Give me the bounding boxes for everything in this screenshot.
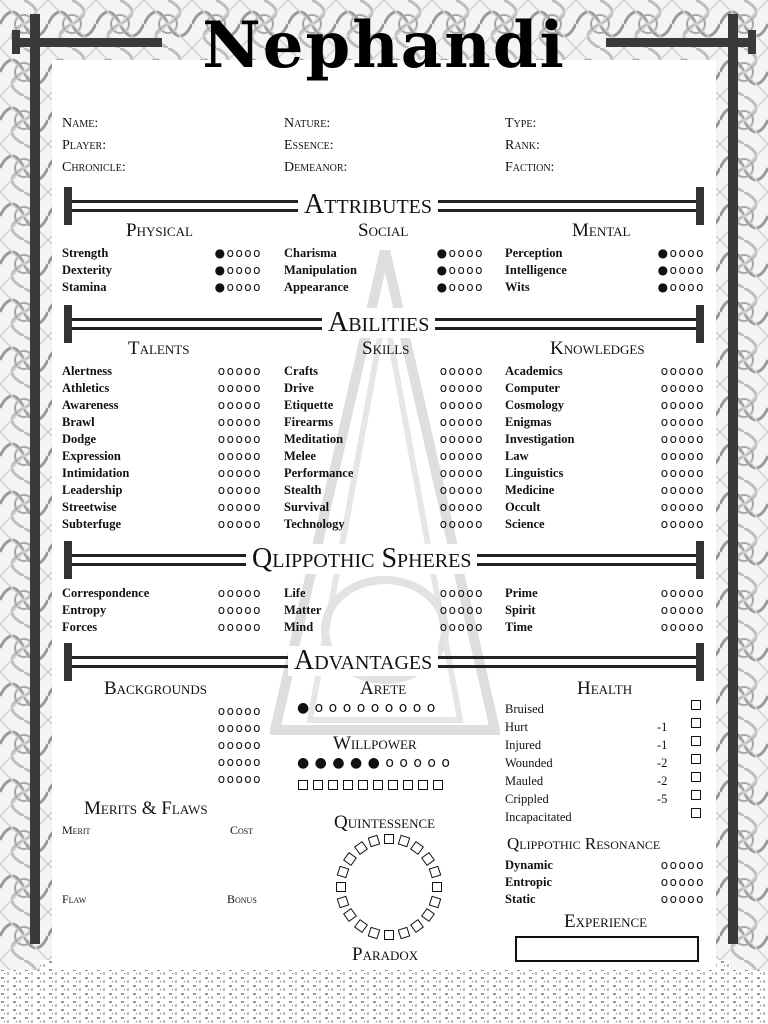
- trait-dots[interactable]: ooooo: [439, 381, 484, 395]
- trait-dots[interactable]: ooooo: [660, 364, 705, 378]
- health-level: [505, 718, 705, 736]
- trait-name: Investigation: [505, 432, 575, 446]
- trait-dots[interactable]: ooooo: [217, 364, 262, 378]
- trait-dots[interactable]: ooooo: [217, 500, 262, 514]
- quintessence-box[interactable]: [421, 852, 435, 866]
- trait-name: Stamina: [62, 280, 107, 294]
- willpower-box[interactable]: [433, 780, 443, 790]
- health-box[interactable]: [691, 754, 701, 764]
- trait-name: Dodge: [62, 432, 97, 446]
- info-column-3: [505, 116, 705, 182]
- spheres-col-2: [284, 585, 484, 636]
- health-box[interactable]: [691, 736, 701, 746]
- quintessence-box[interactable]: [337, 866, 350, 879]
- trait-row: [284, 448, 484, 465]
- trait-dots[interactable]: ooooo: [660, 620, 705, 634]
- trait-name: Perception: [505, 246, 563, 260]
- trait-row: [505, 891, 705, 908]
- trait-dots[interactable]: ooooo: [217, 586, 262, 600]
- merit-label: Merit: [62, 823, 91, 837]
- trait-dots[interactable]: ●oooo: [436, 246, 484, 260]
- trait-dots[interactable]: ooooo: [217, 620, 262, 634]
- trait-row: [505, 279, 705, 296]
- background-dots[interactable]: ooooo: [217, 704, 262, 718]
- trait-dots[interactable]: ooooo: [660, 586, 705, 600]
- trait-dots[interactable]: ooooo: [660, 466, 705, 480]
- quintessence-box[interactable]: [337, 896, 350, 909]
- willpower-dots[interactable]: ● ● ● ● ● o o o o o: [297, 755, 451, 771]
- quintessence-box[interactable]: [343, 908, 357, 922]
- backgrounds-heading: Backgrounds: [104, 678, 207, 699]
- trait-name: Time: [505, 620, 533, 634]
- skills-heading: Skills: [362, 338, 410, 359]
- arete-dots[interactable]: ● o o o o o o o o o: [297, 700, 436, 716]
- type-label: Type:: [505, 116, 537, 131]
- trait-dots[interactable]: ooooo: [439, 483, 484, 497]
- willpower-box[interactable]: [298, 780, 308, 790]
- willpower-box[interactable]: [418, 780, 428, 790]
- trait-row: [284, 499, 484, 516]
- attributes-col-2: [284, 245, 484, 296]
- trait-name: Meditation: [284, 432, 344, 446]
- trait-row: [284, 465, 484, 482]
- quintessence-box[interactable]: [421, 908, 435, 922]
- experience-heading: Experience: [564, 911, 648, 932]
- trait-name: Law: [505, 449, 529, 463]
- attributes-col-1: [62, 245, 262, 296]
- abilities-heading: Abilities: [322, 308, 435, 338]
- trait-row: [62, 414, 262, 431]
- sheet-title: Nephandi: [202, 8, 566, 83]
- trait-name: Static: [505, 892, 536, 906]
- trait-dots[interactable]: ooooo: [660, 875, 705, 889]
- trait-dots[interactable]: ooooo: [217, 432, 262, 446]
- willpower-box[interactable]: [373, 780, 383, 790]
- trait-row: [284, 619, 484, 636]
- mental-heading: Mental: [572, 220, 631, 241]
- player-label: Player:: [62, 138, 107, 153]
- trait-row: [284, 245, 484, 262]
- trait-row: [505, 262, 705, 279]
- trait-dots[interactable]: ●oooo: [657, 263, 705, 277]
- trait-row: [505, 397, 705, 414]
- trait-name: Firearms: [284, 415, 334, 429]
- trait-name: Strength: [62, 246, 109, 260]
- backgrounds-list: [62, 703, 262, 788]
- trait-name: Correspondence: [62, 586, 150, 600]
- attributes-heading: Attributes: [298, 190, 438, 220]
- trait-dots[interactable]: ooooo: [660, 892, 705, 906]
- trait-name: Prime: [505, 586, 538, 600]
- trait-name: Cosmology: [505, 398, 565, 412]
- trait-dots[interactable]: ooooo: [217, 603, 262, 617]
- trait-row: [62, 397, 262, 414]
- faction-label: Faction:: [505, 160, 555, 175]
- trait-name: Academics: [505, 364, 563, 378]
- trait-row: [505, 465, 705, 482]
- resonance-col: [505, 857, 705, 908]
- quintessence-box[interactable]: [354, 919, 368, 933]
- spheres-col-3: [505, 585, 705, 636]
- trait-name: Wits: [505, 280, 530, 294]
- advantages-heading: Advantages: [288, 646, 438, 676]
- trait-name: Crafts: [284, 364, 319, 378]
- trait-name: Streetwise: [62, 500, 117, 514]
- trait-row: [284, 516, 484, 533]
- trait-name: Charisma: [284, 246, 337, 260]
- trait-dots[interactable]: ooooo: [439, 398, 484, 412]
- trait-name: Melee: [284, 449, 316, 463]
- talents-col: [62, 363, 262, 533]
- trait-name: Dynamic: [505, 858, 553, 872]
- health-box[interactable]: [691, 808, 701, 818]
- trait-dots[interactable]: ooooo: [217, 483, 262, 497]
- trait-row: [284, 431, 484, 448]
- health-level: [505, 790, 705, 808]
- trait-row: [284, 482, 484, 499]
- health-penalty: [657, 808, 691, 826]
- trait-row: [505, 857, 705, 874]
- flaw-label: Flaw: [62, 892, 87, 906]
- health-penalty: -1: [657, 738, 668, 752]
- health-penalty: -2: [657, 756, 668, 770]
- trait-row: [284, 262, 484, 279]
- trait-row: [284, 602, 484, 619]
- trait-row: [62, 585, 262, 602]
- attributes-col-3: [505, 245, 705, 296]
- health-level: [505, 736, 705, 754]
- trait-name: Brawl: [62, 415, 95, 429]
- trait-name: Entropy: [62, 603, 107, 617]
- trait-name: Entropic: [505, 875, 552, 889]
- trait-name: Forces: [62, 620, 98, 634]
- trait-name: Life: [284, 586, 306, 600]
- trait-row: [284, 380, 484, 397]
- resonance-heading: Qlippothic Resonance: [507, 834, 661, 853]
- trait-row: [284, 363, 484, 380]
- rank-label: Rank:: [505, 138, 540, 153]
- background-row[interactable]: [62, 754, 262, 771]
- trait-name: Awareness: [62, 398, 119, 412]
- health-level-name: Injured: [505, 738, 542, 752]
- arete-heading: Arete: [360, 678, 407, 699]
- background-dots[interactable]: ooooo: [217, 721, 262, 735]
- trait-row: [284, 414, 484, 431]
- quintessence-box[interactable]: [368, 926, 381, 939]
- trait-row: [505, 516, 705, 533]
- trait-row: [62, 448, 262, 465]
- trait-dots[interactable]: ooooo: [660, 381, 705, 395]
- info-column-2: [284, 116, 494, 182]
- trait-name: Alertness: [62, 364, 112, 378]
- trait-dots[interactable]: ooooo: [660, 398, 705, 412]
- trait-row: [505, 448, 705, 465]
- trait-row: [505, 874, 705, 891]
- quintessence-box[interactable]: [398, 835, 411, 848]
- background-row[interactable]: [62, 771, 262, 788]
- trait-row: [62, 465, 262, 482]
- trait-row: [505, 363, 705, 380]
- trait-name: Spirit: [505, 603, 536, 617]
- trait-row: [62, 380, 262, 397]
- spheres-heading: Qlippothic Spheres: [246, 544, 477, 574]
- quintessence-box[interactable]: [398, 926, 411, 939]
- trait-dots[interactable]: ooooo: [439, 586, 484, 600]
- background-row[interactable]: [62, 720, 262, 737]
- trait-row: [505, 414, 705, 431]
- quintessence-box[interactable]: [384, 930, 394, 940]
- trait-name: Manipulation: [284, 263, 357, 277]
- trait-row: [62, 262, 262, 279]
- health-track: [505, 700, 705, 826]
- trait-name: Technology: [284, 517, 345, 531]
- health-penalty: [657, 700, 691, 718]
- trait-name: Expression: [62, 449, 121, 463]
- trait-row: [505, 482, 705, 499]
- trait-name: Mind: [284, 620, 314, 634]
- trait-dots[interactable]: ooooo: [660, 483, 705, 497]
- trait-row: [505, 431, 705, 448]
- trait-name: Computer: [505, 381, 560, 395]
- trait-name: Drive: [284, 381, 314, 395]
- trait-dots[interactable]: ●oooo: [657, 246, 705, 260]
- trait-dots[interactable]: ooooo: [217, 398, 262, 412]
- trait-dots[interactable]: ooooo: [660, 432, 705, 446]
- trait-dots[interactable]: ooooo: [439, 517, 484, 531]
- trait-dots[interactable]: ooooo: [660, 603, 705, 617]
- physical-heading: Physical: [126, 220, 193, 241]
- chronicle-label: Chronicle:: [62, 160, 126, 175]
- trait-name: Survival: [284, 500, 330, 514]
- quintessence-box[interactable]: [410, 919, 424, 933]
- trait-dots[interactable]: ●oooo: [214, 246, 262, 260]
- willpower-box[interactable]: [328, 780, 338, 790]
- health-level-name: Wounded: [505, 756, 553, 770]
- trait-name: Matter: [284, 603, 322, 617]
- quintessence-box[interactable]: [428, 866, 441, 879]
- health-box[interactable]: [691, 718, 701, 728]
- info-column-1: [62, 116, 272, 182]
- quintessence-box[interactable]: [368, 835, 381, 848]
- trait-name: Leadership: [62, 483, 123, 497]
- trait-row: [62, 619, 262, 636]
- trait-name: Athletics: [62, 381, 110, 395]
- quintessence-wheel[interactable]: [334, 832, 446, 944]
- trait-dots[interactable]: ooooo: [439, 500, 484, 514]
- trait-row: [62, 602, 262, 619]
- trait-name: Linguistics: [505, 466, 564, 480]
- trait-name: Etiquette: [284, 398, 334, 412]
- trait-dots[interactable]: ooooo: [439, 449, 484, 463]
- willpower-box[interactable]: [388, 780, 398, 790]
- trait-row: [62, 279, 262, 296]
- name-label: Name:: [62, 116, 99, 131]
- trait-row: [284, 279, 484, 296]
- trait-name: Occult: [505, 500, 541, 514]
- trait-name: Intelligence: [505, 263, 567, 277]
- trait-name: Appearance: [284, 280, 349, 294]
- willpower-box[interactable]: [313, 780, 323, 790]
- trait-dots[interactable]: ooooo: [660, 449, 705, 463]
- merits-flaws-heading: Merits & Flaws: [84, 798, 208, 819]
- background-dots[interactable]: ooooo: [217, 738, 262, 752]
- health-heading: Health: [577, 678, 633, 699]
- trait-dots[interactable]: ooooo: [439, 603, 484, 617]
- trait-dots[interactable]: ooooo: [660, 500, 705, 514]
- trait-dots[interactable]: ooooo: [439, 364, 484, 378]
- quintessence-box[interactable]: [410, 841, 424, 855]
- health-level: [505, 700, 705, 718]
- bonus-label: Bonus: [227, 892, 257, 906]
- trait-dots[interactable]: ooooo: [439, 466, 484, 480]
- willpower-box[interactable]: [403, 780, 413, 790]
- health-level-name: Mauled: [505, 774, 544, 788]
- social-heading: Social: [358, 220, 409, 241]
- trait-row: [505, 585, 705, 602]
- trait-dots[interactable]: ●oooo: [214, 280, 262, 294]
- trait-dots[interactable]: ooooo: [439, 620, 484, 634]
- trait-row: [505, 380, 705, 397]
- trait-row: [62, 431, 262, 448]
- background-row[interactable]: [62, 703, 262, 720]
- knowledges-heading: Knowledges: [550, 338, 645, 359]
- trait-dots[interactable]: ooooo: [660, 415, 705, 429]
- health-level: [505, 772, 705, 790]
- willpower-boxes[interactable]: [298, 774, 448, 793]
- quintessence-box[interactable]: [336, 882, 346, 892]
- willpower-box[interactable]: [343, 780, 353, 790]
- health-penalty: -5: [657, 792, 668, 806]
- trait-row: [284, 585, 484, 602]
- quintessence-box[interactable]: [384, 834, 394, 844]
- health-level-name: Bruised: [505, 702, 544, 716]
- trait-dots[interactable]: ooooo: [660, 858, 705, 872]
- experience-field[interactable]: [515, 936, 699, 962]
- quintessence-box[interactable]: [432, 882, 442, 892]
- knowledges-col: [505, 363, 705, 533]
- trait-name: Medicine: [505, 483, 555, 497]
- trait-row: [62, 499, 262, 516]
- background-dots[interactable]: ooooo: [217, 755, 262, 769]
- cost-label: Cost: [230, 823, 254, 837]
- quintessence-box[interactable]: [343, 852, 357, 866]
- trait-dots[interactable]: ooooo: [217, 517, 262, 531]
- health-level: [505, 754, 705, 772]
- quintessence-box[interactable]: [428, 896, 441, 909]
- trait-row: [505, 499, 705, 516]
- health-penalty: -2: [657, 774, 668, 788]
- trait-dots[interactable]: ooooo: [660, 517, 705, 531]
- health-level-name: Incapacitated: [505, 810, 572, 824]
- trait-dots[interactable]: ooooo: [217, 381, 262, 395]
- trait-name: Science: [505, 517, 545, 531]
- trait-row: [62, 482, 262, 499]
- health-box[interactable]: [691, 790, 701, 800]
- paradox-heading: Paradox: [352, 944, 419, 965]
- trait-name: Stealth: [284, 483, 322, 497]
- trait-name: Subterfuge: [62, 517, 122, 531]
- trait-name: Dexterity: [62, 263, 112, 277]
- quintessence-box[interactable]: [354, 841, 368, 855]
- health-level-name: Hurt: [505, 720, 528, 734]
- talents-heading: Talents: [128, 338, 190, 359]
- trait-row: [62, 245, 262, 262]
- trait-name: Intimidation: [62, 466, 130, 480]
- health-penalty: -1: [657, 720, 668, 734]
- trait-row: [505, 602, 705, 619]
- health-box[interactable]: [691, 772, 701, 782]
- background-row[interactable]: [62, 737, 262, 754]
- health-box[interactable]: [691, 700, 701, 710]
- trait-row: [62, 363, 262, 380]
- trait-dots[interactable]: ●oooo: [436, 280, 484, 294]
- trait-name: Enigmas: [505, 415, 552, 429]
- trait-dots[interactable]: ●oooo: [436, 263, 484, 277]
- trait-row: [62, 516, 262, 533]
- background-dots[interactable]: ooooo: [217, 772, 262, 786]
- nature-label: Nature:: [284, 116, 331, 131]
- trait-row: [505, 619, 705, 636]
- trait-dots[interactable]: ●oooo: [214, 263, 262, 277]
- demeanor-label: Demeanor:: [284, 160, 348, 175]
- trait-dots[interactable]: ooooo: [439, 432, 484, 446]
- health-level-name: Crippled: [505, 792, 549, 806]
- trait-dots[interactable]: ooooo: [217, 415, 262, 429]
- quintessence-heading: Quintessence: [334, 812, 436, 833]
- willpower-heading: Willpower: [333, 733, 417, 754]
- spheres-col-1: [62, 585, 262, 636]
- trait-dots[interactable]: ●oooo: [657, 280, 705, 294]
- essence-label: Essence:: [284, 138, 334, 153]
- willpower-box[interactable]: [358, 780, 368, 790]
- trait-name: Performance: [284, 466, 354, 480]
- skills-col: [284, 363, 484, 533]
- trait-dots[interactable]: ooooo: [439, 415, 484, 429]
- trait-dots[interactable]: ooooo: [217, 449, 262, 463]
- health-level: [505, 808, 705, 826]
- trait-dots[interactable]: ooooo: [217, 466, 262, 480]
- trait-row: [505, 245, 705, 262]
- trait-row: [284, 397, 484, 414]
